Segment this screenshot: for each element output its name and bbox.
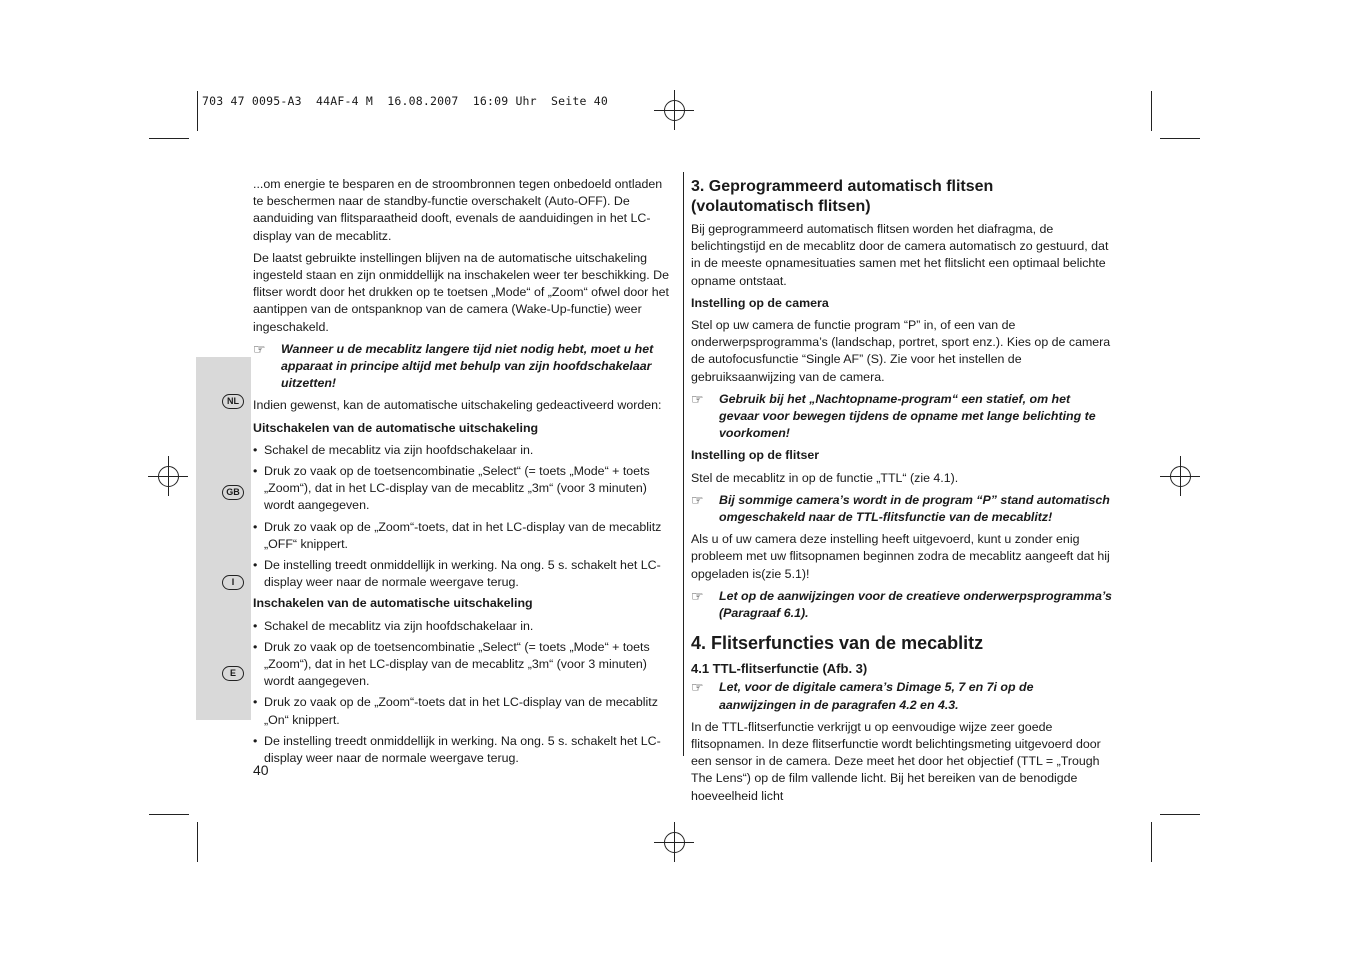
note <box>691 679 1113 713</box>
list-item: • Druk zo vaak op de „Zoom“-toets dat in het LC-display van de mecablitz „On“ knippert. <box>253 695 658 727</box>
paragraph: ...om energie te besparen en de stroombronnen tegen onbedoeld ontladen te beschermen naar de standby-functie overschakelt (Auto-OFF). De aanduiding van flitsparaatheid dooft, evenals de aanduidingen in het LC-display van de mecablitz. <box>253 177 663 243</box>
list-item: • Druk zo vaak op de toetsencombinatie „Select“ (= toets „Mode“ + toets „Zoom“), dat in het LC-display van de mecablitz „3m“ (voor 3 minuten) wordt aangegeven. <box>253 639 650 689</box>
list-item: • De instelling treedt onmiddellijk in werking. Na ong. 5 s. schakelt het LC-display weer naar de normale weergave terug. <box>253 558 661 590</box>
registration-mark-top <box>654 90 694 130</box>
note <box>691 391 1113 443</box>
crop-mark <box>1151 822 1152 862</box>
crop-mark <box>197 822 198 862</box>
subheading: Uitschakelen van de automatische uitschakeling <box>253 420 539 435</box>
note-text: Let, voor de digitale camera’s Dimage 5, 7 en 7i op de aanwijzingen in de paragrafen 4.2 en 4.3. <box>719 680 1034 712</box>
pointing-hand-icon: ☞ <box>691 390 704 407</box>
registration-mark-bottom <box>654 822 694 862</box>
crop-mark <box>1160 814 1200 815</box>
paragraph: Bij geprogrammeerd automatisch flitsen worden het diafragma, de belichtingstijd en de mecablitz door de camera automatisch zo gestuurd, dat in de meeste opnamesituaties samen met het flitslicht een optimaal belichte opname ontstaat. <box>691 222 1109 288</box>
note <box>691 588 1113 622</box>
list-item: • De instelling treedt onmiddellijk in werking. Na ong. 5 s. schakelt het LC-display weer naar de normale weergave terug. <box>253 733 661 766</box>
language-badge-nl: NL <box>222 394 244 409</box>
note-text: Let op de aanwijzingen voor de creatieve onderwerpsprogramma’s (Paragraaf 6.1). <box>719 588 1112 621</box>
paragraph: Stel de mecablitz in op de functie „TTL“ (zie 4.1). <box>691 470 959 485</box>
subheading: Instelling op de flitser <box>691 448 820 463</box>
paragraph: De laatst gebruikte instellingen blijven na de automatische uitschakeling ingesteld staan en zijn onmiddellijk na inschakelen weer ter beschikking. De flitser wordt door het drukken op te toetsen „Mode“ of „Zoom“ ofwel door het aantippen van de ontspanknop van de camera (Wake-Up-functie) weer ingeschakeld. <box>253 250 670 334</box>
subheading: Inschakelen van de automatische uitschakeling <box>253 596 533 611</box>
registration-mark-left <box>148 456 188 496</box>
language-sidebar <box>196 357 251 720</box>
note <box>253 341 675 393</box>
language-badge-i: I <box>222 575 244 590</box>
language-badge-e: E <box>222 666 244 681</box>
crop-mark <box>1151 91 1152 131</box>
pointing-hand-icon: ☞ <box>691 679 704 696</box>
crop-mark <box>197 91 198 131</box>
paragraph: Als u of uw camera deze instelling heeft uitgevoerd, kunt u zonder enig probleem met uw flitsopnamen beginnen zodra de mecablitz aangeeft dat hij opgeladen is(zie 5.1)! <box>691 532 1110 581</box>
pointing-hand-icon: ☞ <box>691 491 704 508</box>
subsection-heading: 4.1 TTL-flitserfunctie (Afb. 3) <box>691 661 868 677</box>
note-text: Bij sommige camera’s wordt in de program “P” stand automatisch omgeschakeld naar de TTL-flitsfunctie van de mecablitz! <box>719 492 1110 525</box>
column-divider <box>683 172 684 756</box>
list-item: • Druk zo vaak op de „Zoom“-toets, dat in het LC-display van de mecablitz „OFF“ knippert. <box>253 519 662 551</box>
crop-mark <box>1160 138 1200 139</box>
list-item: • Schakel de mecablitz via zijn hoofdschakelaar in. <box>253 618 534 633</box>
crop-mark <box>149 138 189 139</box>
note-text: Gebruik bij het „Nachtopname-program“ een statief, om het gevaar voor bewegen tijdens de opname met lange belichting te voorkomen! <box>719 391 1096 441</box>
right-column <box>691 177 1113 810</box>
subheading: Instelling op de camera <box>691 295 829 310</box>
paragraph: In de TTL-flitserfunctie verkrijgt u op eenvoudige wijze zeer goede flitsopnamen. In deze flitserfunctie wordt belichtingsmeting uitgevoerd door een sensor in de camera. Deze meet het door het objectief (TTL = „Trough The Lens“) op de film vallende licht. Bij het bereiken van de benodigde hoeveelheid licht <box>691 719 1101 803</box>
paragraph: Stel op uw camera de functie program “P” in, of een van de onderwerpsprogramma’s (landschap, portret, sport enz.). Kies op de camera de autofocusfunctie “Single AF” (S). Zie voor het instellen de gebruiksaanwijzing van de camera. <box>691 318 1111 384</box>
registration-mark-right <box>1160 456 1200 496</box>
paragraph: Indien gewenst, kan de automatische uitschakeling gedeactiveerd worden: <box>253 398 662 413</box>
pointing-hand-icon: ☞ <box>253 340 266 357</box>
section-heading: 3. Geprogrammeerd automatisch flitsen (volautomatisch flitsen) <box>691 178 994 215</box>
section-heading: 4. Flitserfuncties van de mecablitz <box>691 633 984 654</box>
print-header: 703 47 0095-A3 44AF-4 M 16.08.2007 16:09 Uhr Seite 40 <box>202 94 609 108</box>
list-item: • Druk zo vaak op de toetsencombinatie „Select“ (= toets „Mode“ + toets „Zoom“), dat in het LC-display van de mecablitz „3m“ (voor 3 minuten) wordt aangegeven. <box>253 464 650 513</box>
left-column <box>253 176 675 771</box>
page-number: 40 <box>253 762 269 778</box>
crop-mark <box>149 814 189 815</box>
note <box>691 492 1113 526</box>
list-item: • Schakel de mecablitz via zijn hoofdschakelaar in. <box>253 442 534 457</box>
language-badge-gb: GB <box>222 485 244 500</box>
note-text: Wanneer u de mecablitz langere tijd niet nodig hebt, moet u het apparaat in principe altijd met behulp van zijn hoofdschakelaar uitzetten! <box>281 341 654 391</box>
pointing-hand-icon: ☞ <box>691 587 704 604</box>
